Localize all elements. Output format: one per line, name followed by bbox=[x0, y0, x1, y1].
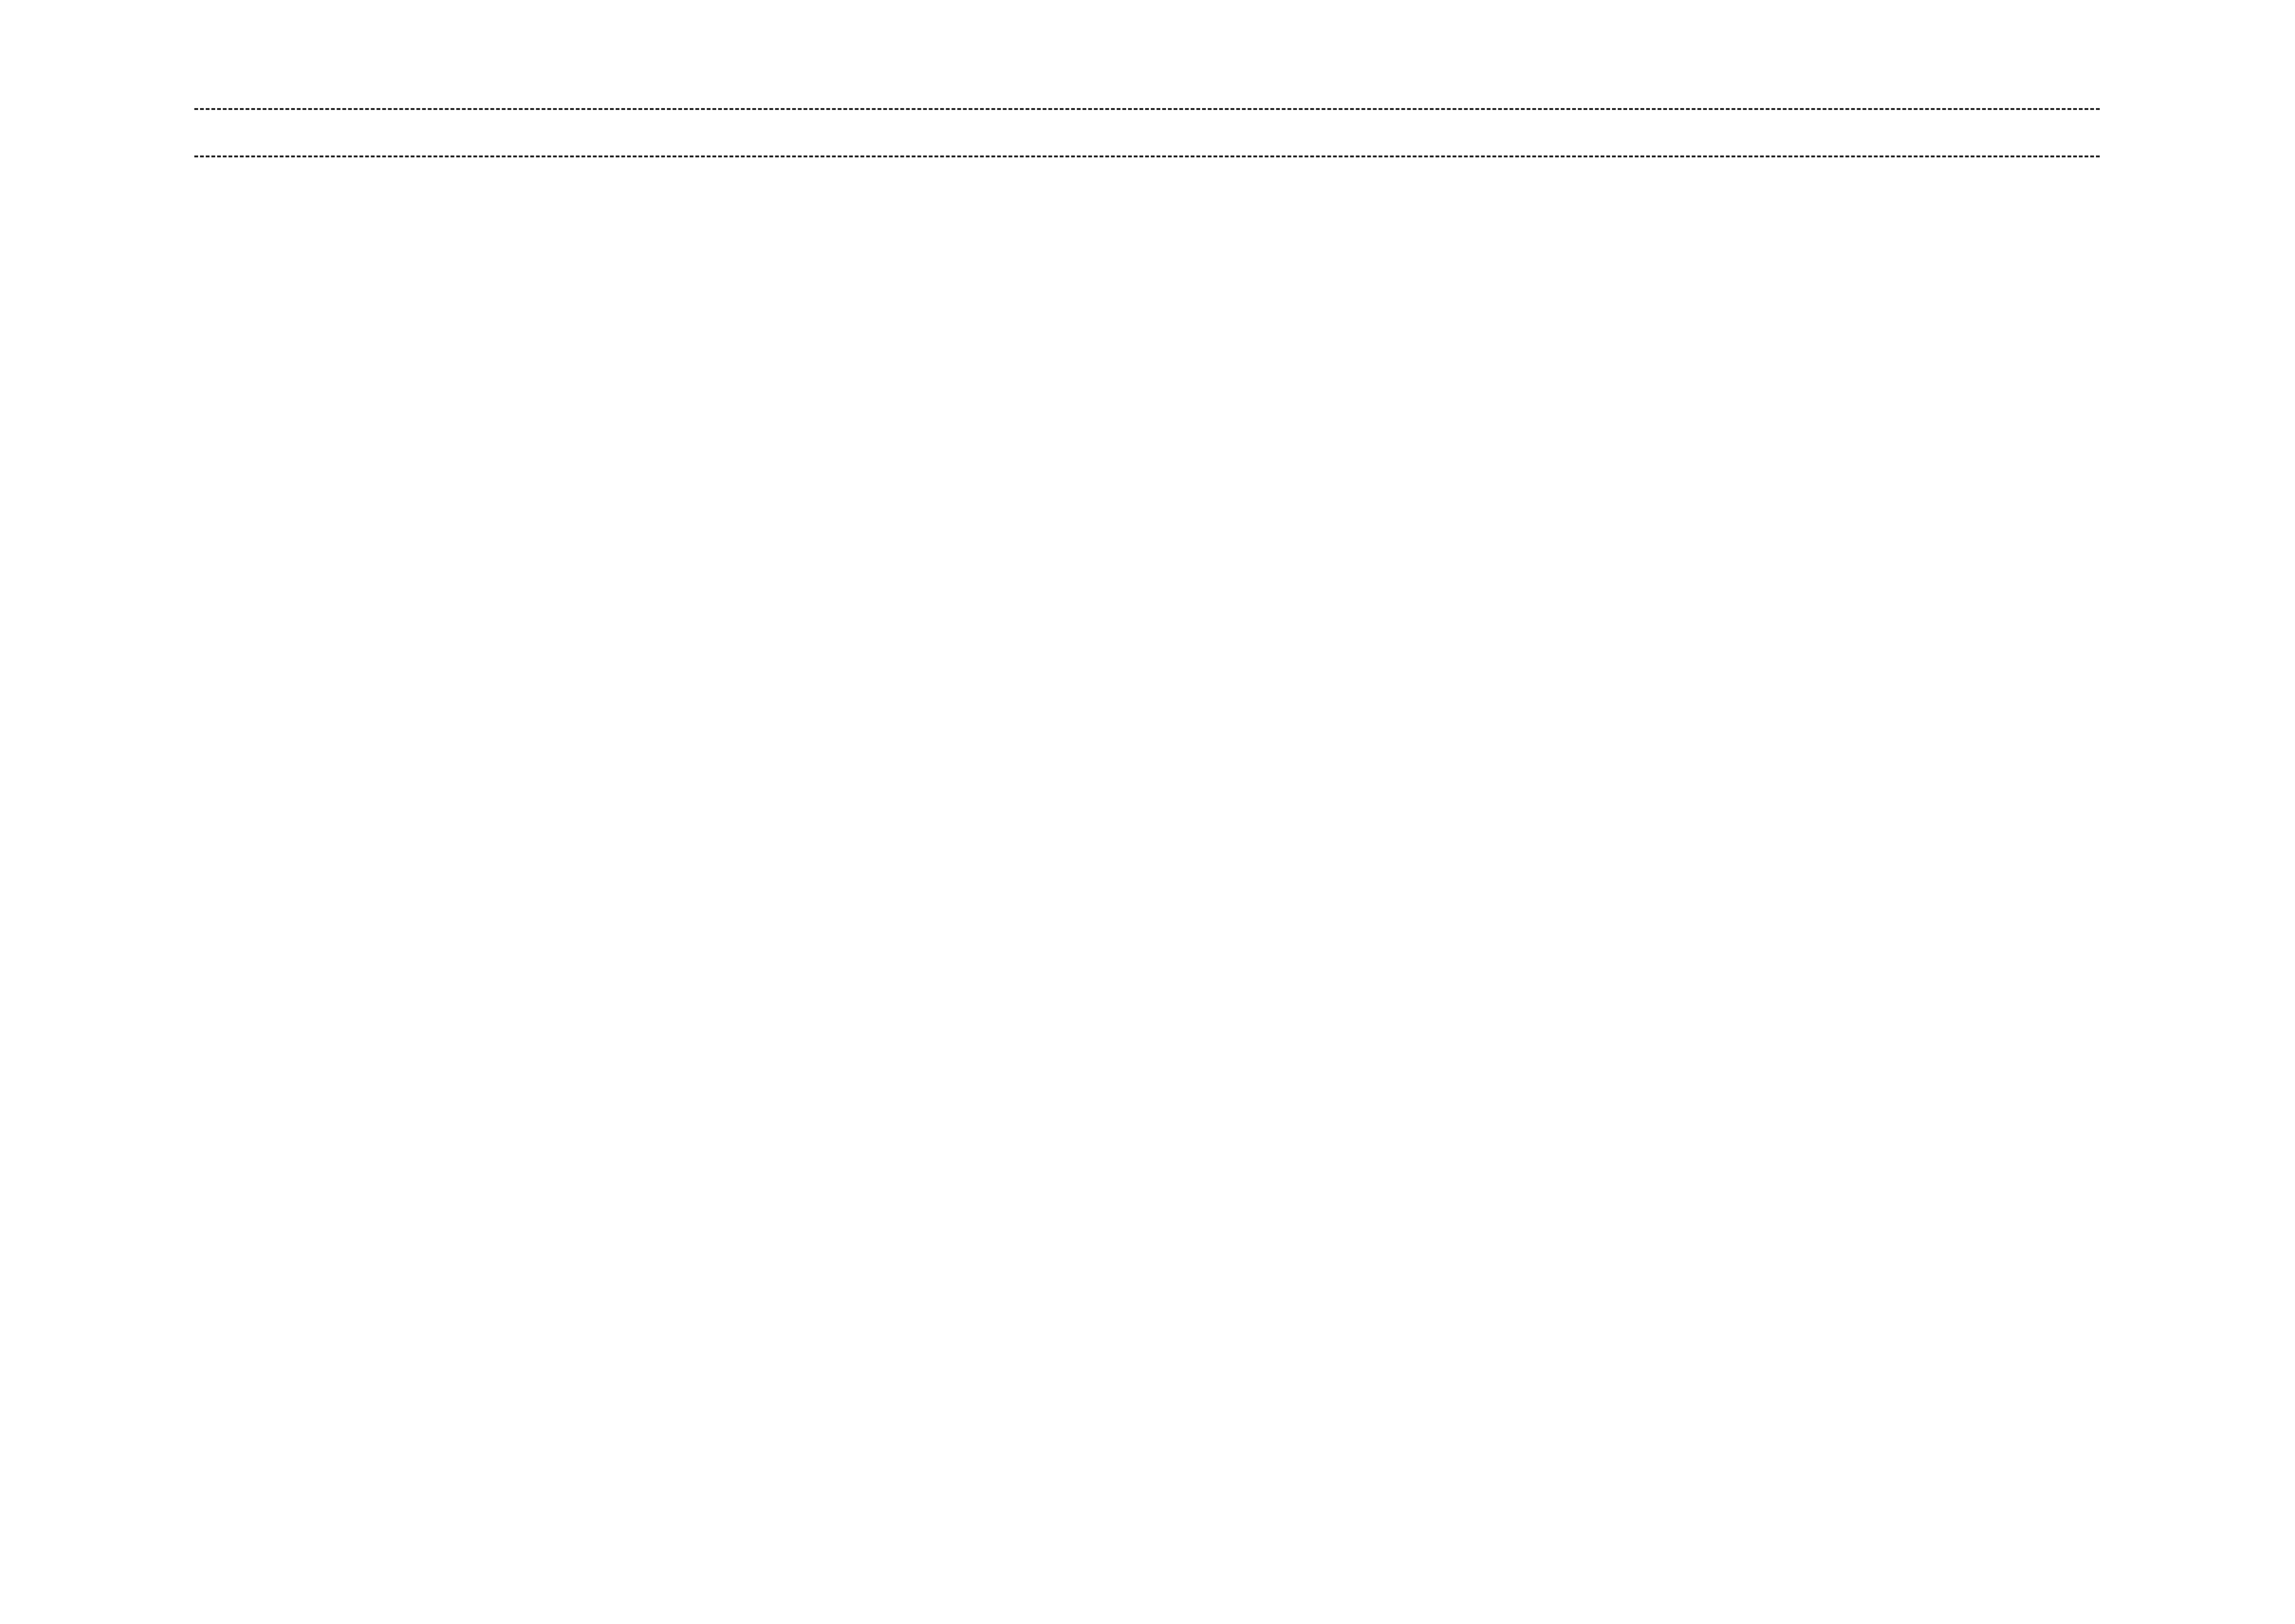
header-rule-top bbox=[194, 108, 2100, 110]
header-rule-bottom bbox=[194, 155, 2100, 157]
